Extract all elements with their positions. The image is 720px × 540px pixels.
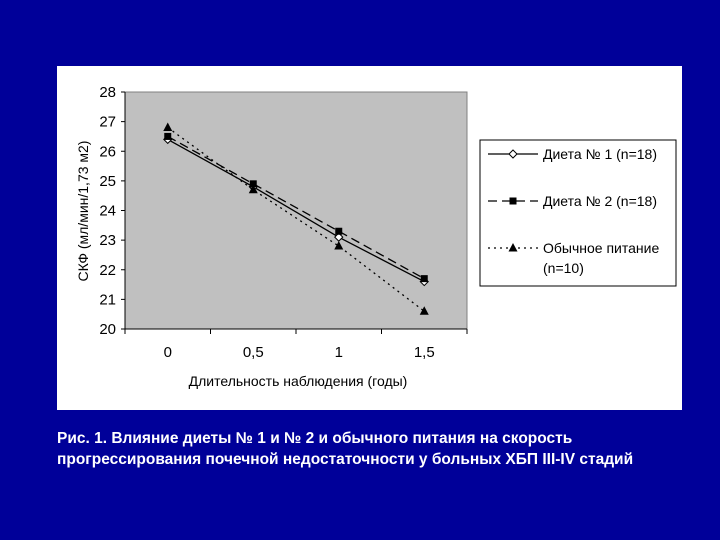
legend-label-1: Диета № 1 (n=18) <box>543 146 657 162</box>
x-tick-label: 1 <box>334 344 343 361</box>
x-axis-label: Длительность наблюдения (годы) <box>188 373 408 389</box>
y-tick-label: 27 <box>99 113 116 131</box>
x-axis <box>125 329 467 361</box>
legend <box>480 140 676 286</box>
y-tick-label: 28 <box>99 84 116 101</box>
data-point-s2-2 <box>335 228 342 235</box>
y-tick-label: 20 <box>99 321 116 338</box>
y-tick-label: 21 <box>99 291 116 309</box>
chart-panel <box>57 66 682 410</box>
legend-label-3-line-0: Обычное питание <box>543 240 660 256</box>
y-tick-label: 26 <box>99 143 116 161</box>
y-tick-label: 25 <box>99 172 116 190</box>
legend-label-2: Диета № 2 (n=18) <box>543 193 657 209</box>
data-point-s2-0 <box>164 133 171 140</box>
x-tick-label: 1,5 <box>413 344 435 361</box>
y-axis <box>99 84 125 338</box>
y-tick-label: 22 <box>99 261 116 279</box>
legend-label-3-line-1: (n=10) <box>543 260 584 276</box>
y-axis-label: СКФ (мл/мин/1,73 м2) <box>75 140 91 282</box>
legend-marker-2 <box>510 198 517 205</box>
plot-area <box>125 92 467 329</box>
data-point-s2-3 <box>421 275 428 282</box>
x-tick-label: 0,5 <box>242 344 264 361</box>
figure-caption: Рис. 1. Влияние диеты № 1 и № 2 и обычного питания на скорость прогрессирования почечной недостаточности у больных ХБП III-IV стадий <box>57 430 634 468</box>
x-tick-label: 0 <box>163 344 172 361</box>
chart-svg <box>57 66 682 410</box>
y-tick-label: 23 <box>99 232 116 250</box>
y-tick-label: 24 <box>99 202 116 220</box>
